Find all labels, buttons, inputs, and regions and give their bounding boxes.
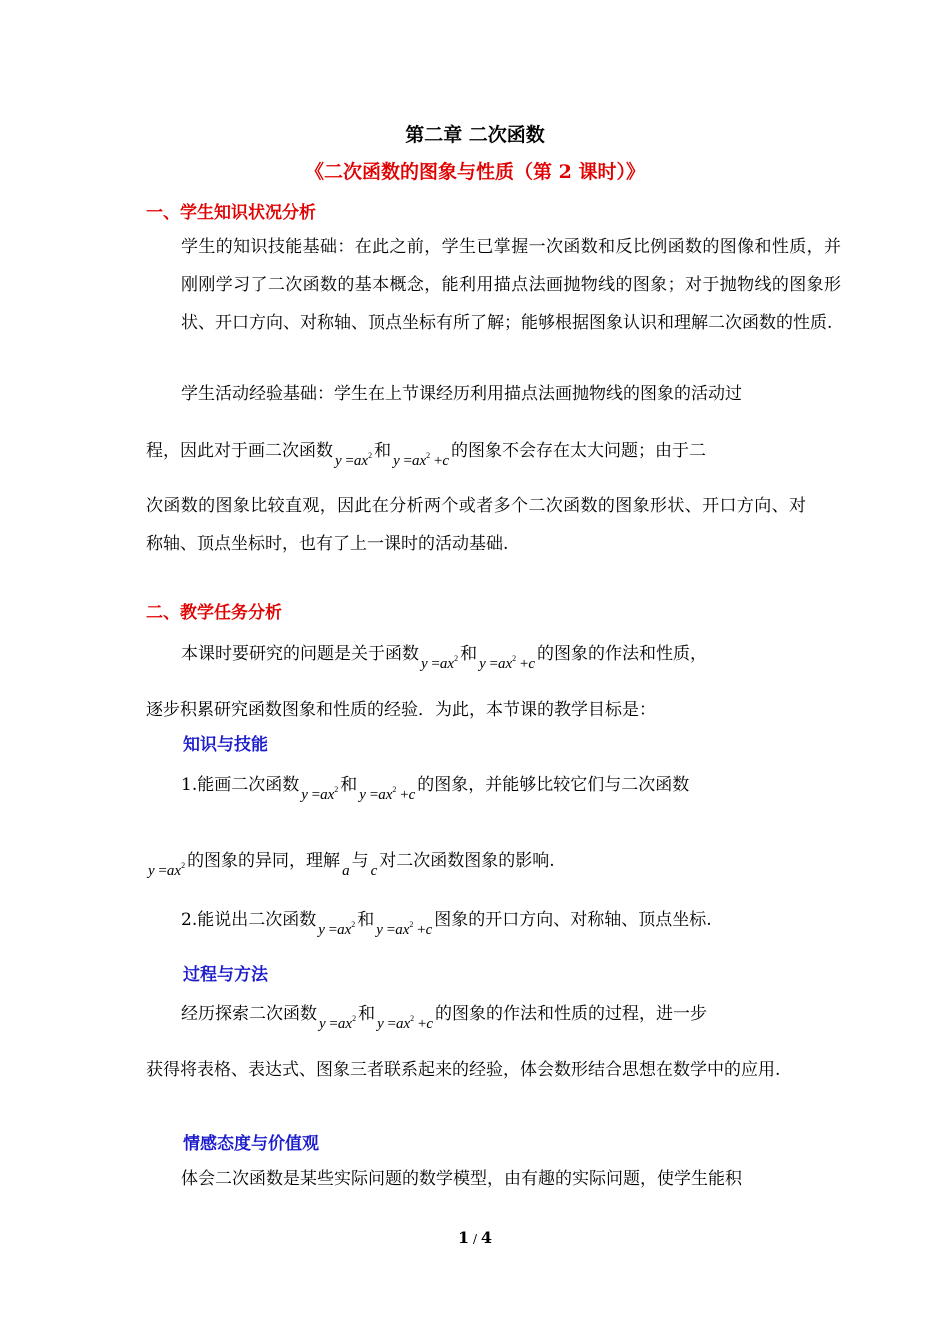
page-number: 1 [458,1228,470,1247]
symbol-c: c [370,863,378,879]
formula-y-ax2: $y =ax^2$ [148,861,186,879]
lesson-title: 《二次函数的图象与性质（第 2 课时）》 [305,161,645,183]
symbol-a: a [342,863,350,879]
knowledge-item1-line2: $y =ax^2$ 的图象的异同，理解 a 与 c 对二次函数图象的影响. [148,851,555,879]
knowledge-item2: 2.能说出二次函数 $y =ax^2$ 和 $y =ax^2 +c$ 图象的开口方向、对称轴、顶点坐标. [181,910,712,938]
formula-y-ax2: $y =ax^2$ [335,451,373,469]
process-heading: 过程与方法 [183,965,268,985]
page-total: 4 [480,1228,492,1247]
formula-y-ax2-plus-c: $y =ax^2 +c$ [359,785,416,803]
section1-para2-line2: 程，因此对于画二次函数 $y =ax^2$ 和 $y =ax^2 +c$ 的图象不会存在太大问题；由于二 [146,441,707,469]
formula-y-ax2-plus-c: $y =ax^2 +c$ [393,451,450,469]
formula-y-ax2-plus-c: $y =ax^2 +c$ [376,920,433,938]
section1-heading: 一、学生知识状况分析 [146,203,316,223]
emotion-heading: 情感态度与价值观 [183,1134,319,1154]
formula-y-ax2: $y =ax^2$ [421,654,459,672]
page-footer [0,1228,950,1247]
section2-intro-line1: 本课时要研究的问题是关于函数 $y =ax^2$ 和 $y =ax^2 +c$ 的图象的作法和性质， [181,644,708,672]
section1-para1: 学生的知识技能基础：在此之前，学生已掌握一次函数和反比例函数的图像和性质，并刚刚学习了二次函数的基本概念，能利用描点法画抛物线的图象；对于抛物线的图象形状、开口方向、对称轴、顶点坐标有所了解；能够根据图象认识和理解二次函数的性质. [181,237,841,333]
chapter-title: 第二章 二次函数 [405,124,545,146]
knowledge-heading: 知识与技能 [183,735,268,755]
formula-y-ax2: $y =ax^2$ [301,785,339,803]
formula-y-ax2-plus-c: $y =ax^2 +c$ [479,654,536,672]
process-line2: 获得将表格、表达式、图象三者联系起来的经验，体会数形结合思想在数学中的应用. [146,1060,781,1080]
formula-y-ax2: $y =ax^2$ [318,920,356,938]
process-line1: 经历探索二次函数 $y =ax^2$ 和 $y =ax^2 +c$ 的图象的作法和性质的过程，进一步 [181,1004,708,1032]
formula-y-ax2: $y =ax^2$ [319,1014,357,1032]
knowledge-item1-line1: 1.能画二次函数 $y =ax^2$ 和 $y =ax^2 +c$ 的图象，并能够比较它们与二次函数 [181,775,690,803]
section2-heading: 二、教学任务分析 [146,603,282,623]
section1-para2-line3: 次函数的图象比较直观，因此在分析两个或者多个二次函数的图象形状、开口方向、对称轴、顶点坐标时，也有了上一课时的活动基础. [146,496,806,554]
emotion-line1: 体会二次函数是某些实际问题的数学模型，由有趣的实际问题，使学生能积 [181,1169,742,1189]
section1-para2-line1: 学生活动经验基础：学生在上节课经历利用描点法画抛物线的图象的活动过 [181,384,742,404]
section2-intro-line2: 逐步积累研究函数图象和性质的经验．为此，本节课的教学目标是： [146,700,656,720]
formula-y-ax2-plus-c: $y =ax^2 +c$ [377,1014,434,1032]
page-separator: / [469,1232,481,1246]
